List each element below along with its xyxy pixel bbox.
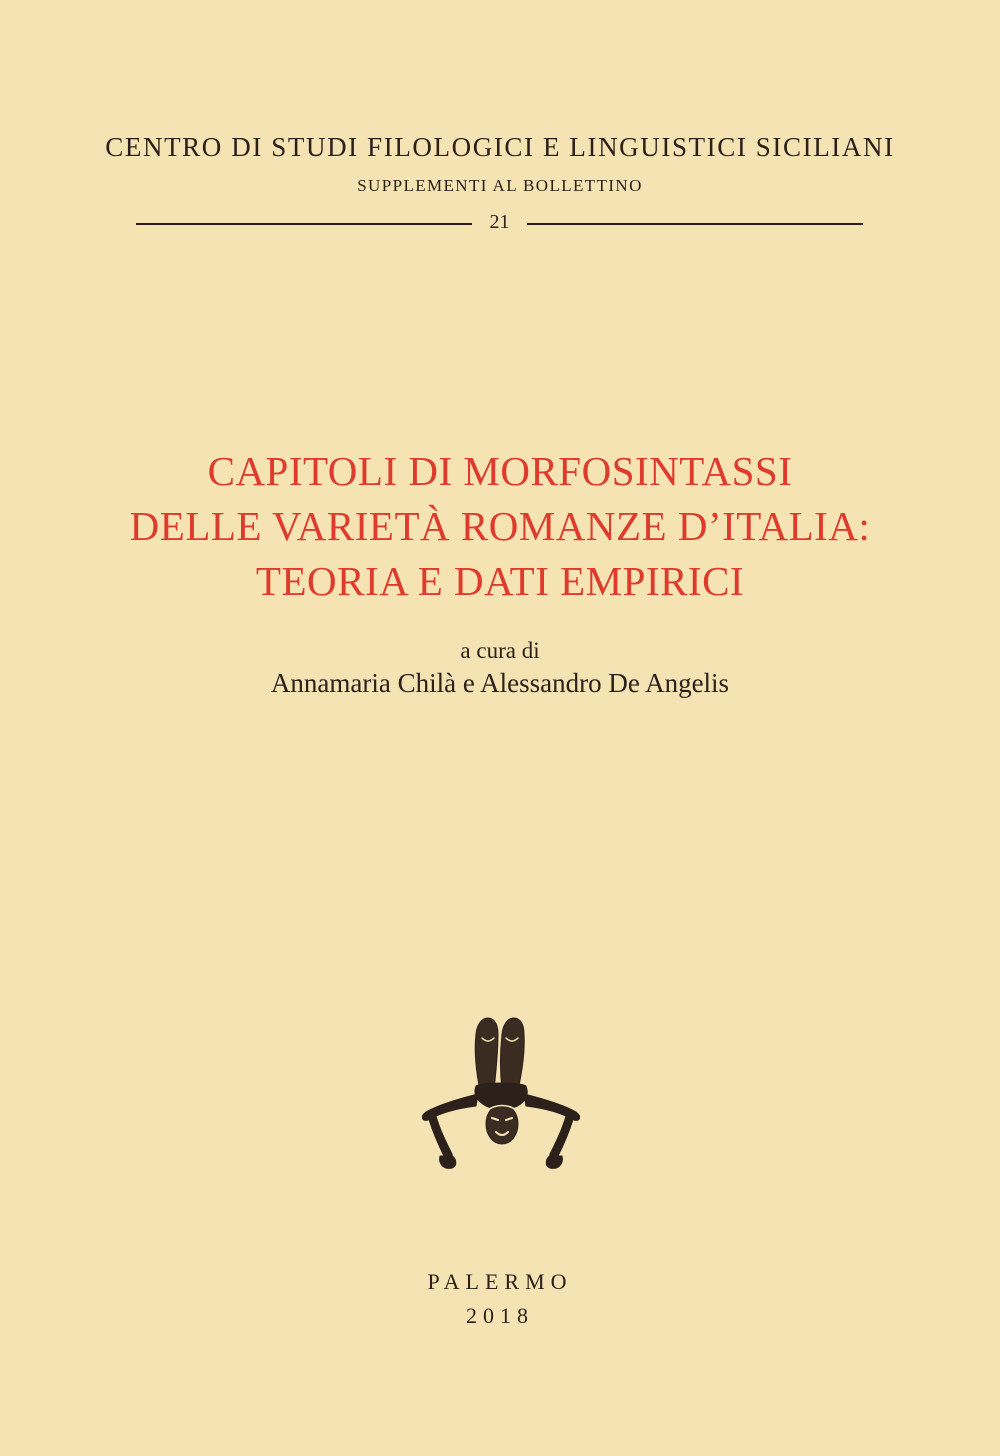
divider-left [136, 223, 472, 225]
publication-year: 2018 [466, 1303, 534, 1328]
series-name: CENTRO DI STUDI FILOLOGICI E LINGUISTICI SICILIANI [105, 132, 895, 162]
editor-names: Annamaria Chilà e Alessandro De Angelis [270, 668, 730, 698]
editor-label: a cura di [460, 638, 540, 663]
title-line-1: CAPITOLI DI MORFOSINTASSI [207, 448, 793, 494]
acrobat-figure-emblem-icon [412, 1012, 592, 1172]
publication-place: PALERMO [427, 1269, 573, 1294]
title-line-2: DELLE VARIETÀ ROMANZE D’ITALIA: [129, 503, 871, 549]
book-title [0, 444, 1000, 609]
series-subtitle: SUPPLEMENTI AL BOLLETTINO [357, 176, 643, 195]
title-line-3: TEORIA E DATI EMPIRICI [255, 558, 745, 604]
series-number: 21 [489, 211, 510, 233]
divider-right [527, 223, 863, 225]
